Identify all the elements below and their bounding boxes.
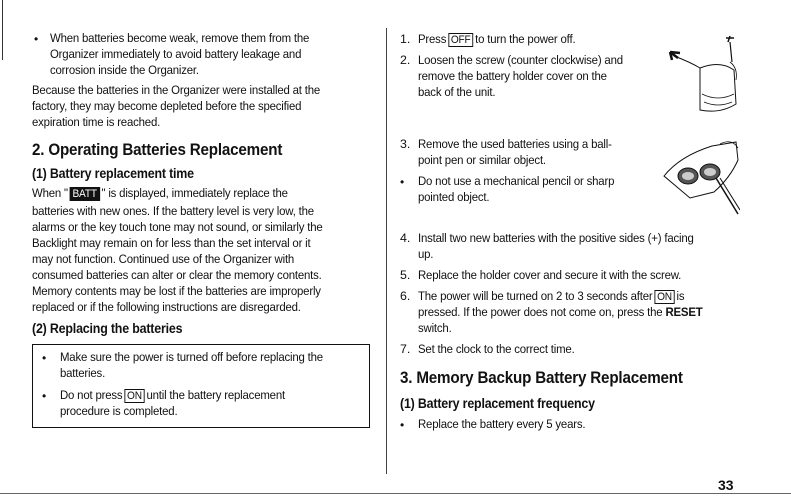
- step-number: 1.: [400, 32, 411, 46]
- step1-line: [418, 32, 575, 47]
- section-title-operating: 2. Operating Batteries Replacement: [32, 141, 283, 159]
- step2-line: Loosen the screw (counter clockwise) and: [418, 53, 623, 67]
- step3-line: point pen or similar object.: [418, 153, 546, 167]
- subsection-title-replacement-time: (1) Battery replacement time: [32, 166, 194, 181]
- box-bullet2-post: until the battery replacement: [146, 388, 285, 402]
- intro-para-line: factory, they may become depleted before the specified: [32, 99, 302, 113]
- intro-bullet-line: When batteries become weak, remove them from the: [50, 31, 310, 45]
- batt-indicator: BATT: [70, 187, 100, 201]
- subsection-title-replacing: (2) Replacing the batteries: [32, 321, 183, 336]
- step4-line: Install two new batteries with the positive sides (+) facing: [418, 231, 694, 245]
- step-number: 6.: [400, 289, 411, 303]
- step6-l2-pre: pressed. If the power does not come on, press the: [418, 305, 663, 319]
- step2-line: back of the unit.: [418, 85, 496, 99]
- step-number: 4.: [400, 231, 411, 245]
- frequency-bullet-line: Replace the battery every 5 years.: [418, 417, 586, 431]
- box-bullet2-pre: Do not press: [60, 388, 123, 402]
- sub1-line-1: [32, 186, 288, 201]
- reset-label: RESET: [665, 305, 703, 319]
- page-number: 33: [718, 477, 734, 493]
- sub1-line: Backlight may remain on for less than the set interval or it: [32, 236, 311, 250]
- off-key: OFF: [448, 33, 473, 47]
- remove-batteries-illustration: [660, 134, 740, 220]
- step6-line-3: switch.: [418, 321, 452, 335]
- step3-bullet-line: Do not use a mechanical pencil or sharp: [418, 174, 615, 188]
- column-divider: [386, 28, 387, 474]
- intro-para-line: expiration time is reached.: [32, 115, 161, 129]
- step3-line: Remove the used batteries using a ball-: [418, 137, 612, 151]
- step-number: 7.: [400, 342, 411, 356]
- sub1-line: batteries with new ones. If the battery level is very low, the: [32, 204, 314, 218]
- subsection-title-frequency: (1) Battery replacement frequency: [400, 396, 595, 411]
- step3-bullet-line: pointed object.: [418, 190, 490, 204]
- sub1-line: Memory contents may be lost if the batteries are improperly: [32, 284, 321, 298]
- intro-bullet-line: corrosion inside the Organizer.: [50, 63, 199, 77]
- step4-line: up.: [418, 247, 434, 261]
- step1-pre: Press: [418, 32, 447, 46]
- box-bullet1-line: Make sure the power is turned off before replacing the: [60, 350, 323, 364]
- sub1-line-1-pre: When ": [32, 186, 68, 200]
- step5-line: Replace the holder cover and secure it with the screw.: [418, 268, 682, 282]
- step6-line-2: [418, 305, 703, 320]
- box-bullet1-line: batteries.: [60, 366, 106, 380]
- bullet-dot: •: [400, 418, 405, 432]
- step6-l1-post: is: [676, 289, 685, 303]
- intro-para-line: Because the batteries in the Organizer were installed at the: [32, 83, 321, 97]
- step1-post: to turn the power off.: [475, 32, 576, 46]
- sub1-line: may not function. Continued use of the Organizer with: [32, 252, 295, 266]
- on-key: ON: [654, 290, 674, 304]
- bullet-dot: •: [42, 389, 47, 403]
- box-bullet2-line: [60, 388, 285, 403]
- step-number: 3.: [400, 137, 411, 151]
- bullet-dot: •: [34, 32, 39, 46]
- step6-line-1: [418, 289, 684, 304]
- section-title-memory-backup: 3. Memory Backup Battery Replacement: [400, 369, 683, 387]
- bottom-rule: [0, 493, 791, 494]
- step-number: 5.: [400, 268, 411, 282]
- margin-line: [2, 0, 3, 60]
- step-number: 2.: [400, 53, 411, 67]
- on-key: ON: [124, 389, 144, 403]
- step6-l1-pre: The power will be turned on 2 to 3 seconds after: [418, 289, 653, 303]
- unscrew-cover-illustration: [660, 32, 740, 120]
- step7-line: Set the clock to the correct time.: [418, 342, 575, 356]
- sub1-line-1-post: " is displayed, immediately replace the: [101, 186, 288, 200]
- bullet-dot: •: [42, 351, 47, 365]
- bullet-dot: •: [400, 175, 405, 189]
- sub1-line: consumed batteries can alter or clear the memory contents.: [32, 268, 322, 282]
- sub1-line: alarms or the key touch tone may not sound, or similarly the: [32, 220, 323, 234]
- intro-bullet-line: Organizer immediately to avoid battery leakage and: [50, 47, 302, 61]
- sub1-line: replaced or if the following instructions are disregarded.: [32, 300, 301, 314]
- box-bullet2-line: procedure is completed.: [60, 404, 178, 418]
- step2-line: remove the battery holder cover on the: [418, 69, 607, 83]
